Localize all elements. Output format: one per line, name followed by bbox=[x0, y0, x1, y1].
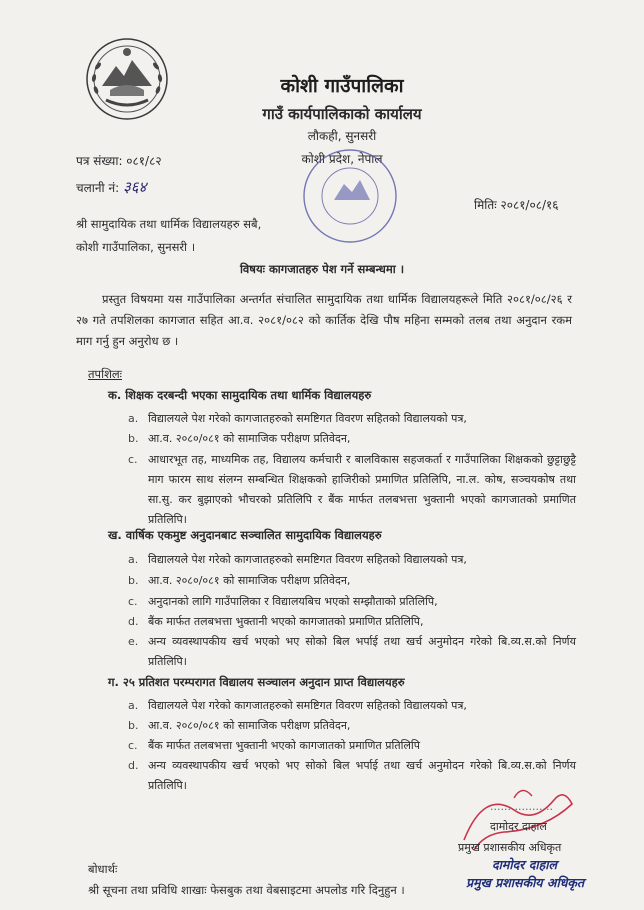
body-paragraph: प्रस्तुत विषयमा यस गाउँपालिका अन्तर्गत संचालित सामुदायिक तथा धार्मिक विद्यालयहरूले मिति २०८१/०८/२६ र २७ गते तपशिलका कागजात सहित आ.व. २०८१/०८२ को कार्तिक देखि पौष महिना सम्मको तलब तथा अनुदान रकम माग गर्नु हुन अनुरोध छ । bbox=[76, 292, 572, 348]
list-item bbox=[128, 550, 576, 570]
list-item bbox=[128, 409, 576, 429]
item-marker: c. bbox=[128, 595, 138, 608]
item-marker: a. bbox=[128, 553, 139, 566]
list-item bbox=[128, 612, 576, 632]
dispatch-value: ३६४ bbox=[122, 178, 147, 196]
office-location: लौकही, सुनसरी bbox=[307, 129, 377, 143]
item-marker: c. bbox=[128, 453, 138, 466]
section-ka-title: क. शिक्षक दरबन्दी भएका सामुदायिक तथा धार्मिक विद्यालयहरु bbox=[108, 388, 372, 402]
item-text: आ.व. २०८०/०८१ को सामाजिक परीक्षण प्रतिवेदन, bbox=[148, 432, 351, 445]
tapsil-label: तपशिलः bbox=[88, 367, 123, 381]
recipient-line-1: श्री सामुदायिक तथा धार्मिक विद्यालयहरु सबै, bbox=[76, 217, 262, 231]
item-marker: a. bbox=[128, 699, 139, 712]
stamp-name: दामोदर दाहाल bbox=[492, 857, 557, 872]
list-item bbox=[128, 632, 576, 674]
dispatch-number bbox=[76, 177, 146, 197]
office-name: गाउँ कार्यपालिकाको कार्यालय bbox=[262, 105, 422, 123]
item-marker: b. bbox=[128, 432, 139, 445]
list-item bbox=[128, 450, 576, 532]
item-marker: c. bbox=[128, 739, 138, 752]
cc-label: बोधार्थः bbox=[88, 862, 118, 876]
item-text: बैंक मार्फत तलबभत्ता भुक्तानी भएको कागजातको प्रमाणित प्रतिलिपि, bbox=[148, 615, 424, 628]
list-item bbox=[128, 571, 576, 591]
stamp-designation: प्रमुख प्रशासकीय अधिकृत bbox=[466, 875, 585, 890]
item-text: अन्य व्यवस्थापकीय खर्च भएको भए सोको बिल भर्पाई तथा खर्च अनुमोदन गरेको बि.व्य.स.को निर्णय प्रतिलिपि। bbox=[148, 759, 576, 792]
org-name: कोशी गाउँपालिका bbox=[280, 75, 404, 97]
item-text: विद्यालयले पेश गरेको कागजातहरुको समष्टिगत विवरण सहितको विद्यालयको पत्र, bbox=[148, 699, 467, 712]
item-marker: a. bbox=[128, 412, 139, 425]
item-text: विद्यालयले पेश गरेको कागजातहरुको समष्टिगत विवरण सहितको विद्यालयको पत्र, bbox=[148, 553, 467, 566]
office-province: कोशी प्रदेश, नेपाल bbox=[301, 152, 383, 166]
item-marker: d. bbox=[128, 759, 139, 772]
item-text: अन्य व्यवस्थापकीय खर्च भएको भए सोको बिल भर्पाई तथा खर्च अनुमोदन गरेको बि.व्य.स.को निर्णय प्रतिलिपि। bbox=[148, 635, 576, 668]
list-item bbox=[128, 429, 576, 449]
item-text: आधारभूत तह, माध्यमिक तह, विद्यालय कर्मचारी र बालविकास सहजकर्ता र गाउँपालिका शिक्षकको छुट्टाछुट्टै माग फारम साथ संलग्न सम्बन्धित शिक्षकको हाजिरीको प्रमाणित प्रतिलिपि, ना.ल. कोष, सञ्चयकोष तथा सा.सु. कर बुझाएको भौचरको प्रतिलिपि र बैंक मार्फत तलबभत्ता भुक्तानी भएको कागजातको प्रमाणित प्रतिलिपि। bbox=[148, 453, 576, 526]
cc-line: श्री सूचना तथा प्रविधि शाखाः फेसबुक तथा वेबसाइटमा अपलोड गरि दिनुहुन । bbox=[88, 883, 405, 897]
section-ga-title: ग. २५ प्रतिशत परम्परागत विद्यालय सञ्चालन अनुदान प्राप्त विद्यालयहरु bbox=[108, 675, 405, 689]
recipient-line-2: कोशी गाउँपालिका, सुनसरी । bbox=[76, 240, 196, 254]
item-text: अनुदानको लागि गाउँपालिका र विद्यालयबिच भएको सम्झौताको प्रतिलिपि, bbox=[148, 595, 438, 608]
list-item bbox=[128, 716, 576, 736]
letter-date: मितिः २०८१/०८/१६ bbox=[474, 198, 559, 212]
item-marker: d. bbox=[128, 615, 139, 628]
signature-dots: .................. bbox=[490, 800, 553, 813]
list-item bbox=[128, 592, 576, 612]
item-marker: b. bbox=[128, 574, 139, 587]
section-kha-title: ख. वार्षिक एकमुष्ट अनुदानबाट सञ्चालित सामुदायिक विद्यालयहरु bbox=[108, 528, 382, 542]
item-text: विद्यालयले पेश गरेको कागजातहरुको समष्टिगत विवरण सहितको विद्यालयको पत्र, bbox=[148, 412, 467, 425]
item-text: बैंक मार्फत तलबभत्ता भुक्तानी भएको कागजातको प्रमाणित प्रतिलिपि bbox=[148, 739, 420, 752]
item-text: आ.व. २०८०/०८१ को सामाजिक परीक्षण प्रतिवेदन, bbox=[148, 719, 351, 732]
list-item bbox=[128, 696, 576, 716]
reference-number: पत्र संख्या: ०८१/८२ bbox=[76, 154, 162, 168]
subject-line: विषयः कागजातहरु पेश गर्ने सम्बन्धमा । bbox=[239, 262, 405, 276]
signatory-name: दामोदर दाहाल bbox=[490, 820, 547, 833]
office-stamp bbox=[294, 140, 406, 252]
item-marker: b. bbox=[128, 719, 139, 732]
list-item bbox=[128, 736, 576, 756]
item-text: आ.व. २०८०/०८१ को सामाजिक परीक्षण प्रतिवेदन, bbox=[148, 574, 351, 587]
signatory-designation: प्रमुख प्रशासकीय अधिकृत bbox=[458, 841, 562, 854]
dispatch-label: चलानी नं: bbox=[76, 181, 120, 195]
item-marker: e. bbox=[128, 635, 139, 648]
